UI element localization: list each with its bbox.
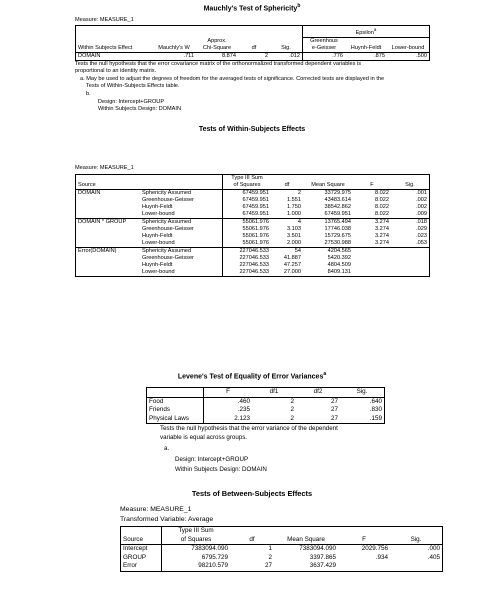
mauchly-title-sup: b bbox=[297, 3, 301, 9]
within-cell: 4 bbox=[297, 219, 301, 225]
within-cell: Greenhouse-Geisser bbox=[142, 255, 194, 261]
within-cell: 8.022 bbox=[375, 197, 389, 203]
mauchly-hdr: Huynh-Feldt bbox=[345, 45, 387, 53]
within-cell: 54 bbox=[294, 248, 301, 254]
mauchly-note: proportional to an identity matrix. bbox=[75, 68, 157, 74]
levene-cell: 27 bbox=[330, 397, 338, 405]
table-row bbox=[76, 240, 430, 248]
within-cell bbox=[391, 262, 430, 269]
levene-cell: 2 bbox=[290, 397, 294, 405]
within-source: Error(DOMAIN) bbox=[76, 248, 141, 256]
levene-footnote-a: a. bbox=[164, 445, 170, 452]
levene-design: Within Subjects Design: DOMAIN bbox=[175, 466, 267, 473]
mauchly-title-text: Mauchly's Test of Sphericity bbox=[203, 5, 298, 13]
within-hdr-top: Type III Sum bbox=[223, 175, 272, 183]
mauchly-table bbox=[75, 25, 430, 61]
mauchly-footnote-a: Tests of Within-Subjects Effects table. bbox=[86, 83, 180, 89]
between-cell bbox=[390, 562, 443, 571]
within-cell: Sphericity Assumed bbox=[142, 248, 192, 254]
levene-cell: Friends bbox=[147, 406, 204, 415]
within-cell: 15729.675 bbox=[324, 233, 351, 239]
between-cell: 98210.579 bbox=[162, 562, 231, 571]
within-cell: 4204.565 bbox=[327, 248, 351, 254]
within-hdr: Source bbox=[76, 182, 141, 190]
between-cell: 3637.429 bbox=[274, 562, 338, 571]
within-cell: .009 bbox=[391, 211, 430, 219]
within-cell: 227046.533 bbox=[223, 255, 272, 262]
levene-cell: 27 bbox=[296, 415, 340, 424]
within-cell: Huynh-Feldt bbox=[142, 262, 173, 268]
between-cell: 6795.729 bbox=[162, 554, 231, 563]
table-row bbox=[76, 248, 430, 256]
within-cell: Lower-bound bbox=[140, 269, 223, 277]
mauchly-cell: .875 bbox=[345, 52, 387, 60]
within-cell: 227046.533 bbox=[223, 262, 272, 269]
mauchly-hdr: e-Geisser bbox=[303, 45, 346, 53]
within-cell bbox=[353, 255, 391, 262]
within-cell: 43483.614 bbox=[324, 197, 351, 203]
within-cell: 227046.533 bbox=[223, 248, 272, 256]
within-cell: Greenhouse-Geisser bbox=[142, 197, 194, 203]
within-cell bbox=[353, 248, 391, 256]
between-hdr: Mean Square bbox=[274, 536, 338, 545]
levene-hdr: Sig. bbox=[340, 388, 385, 398]
within-hdr: Sig. bbox=[391, 182, 430, 190]
between-cell: 7383094.090 bbox=[162, 545, 231, 554]
levene-cell: .235 bbox=[204, 406, 253, 415]
mauchly-hdr: Mauchly's W bbox=[152, 45, 196, 53]
levene-hdr bbox=[147, 388, 204, 398]
within-cell: Sphericity Assumed bbox=[142, 219, 192, 225]
levene-cell: .830 bbox=[340, 406, 385, 415]
within-cell: 67459.951 bbox=[303, 211, 353, 219]
within-cell: .018 bbox=[391, 219, 430, 227]
mauchly-measure: Measure: MEASURE_1 bbox=[75, 17, 134, 23]
within-cell: 67459.951 bbox=[223, 190, 272, 198]
mauchly-design: Within Subjects Design: DOMAIN bbox=[98, 106, 181, 112]
mauchly-cell: .500 bbox=[387, 52, 430, 60]
within-cell: Huynh-Feldt bbox=[142, 204, 173, 210]
mauchly-title bbox=[0, 3, 504, 12]
mauchly-hdr: df bbox=[238, 45, 270, 53]
table-row bbox=[76, 211, 430, 219]
within-cell: 8409.131 bbox=[303, 269, 353, 277]
within-cell: Sphericity Assumed bbox=[142, 190, 192, 196]
within-cell: 3.103 bbox=[287, 226, 301, 232]
within-cell: .023 bbox=[391, 233, 430, 240]
between-cell: 7383094.090 bbox=[299, 545, 336, 552]
table-row bbox=[76, 219, 430, 227]
levene-note: variable is equal across groups. bbox=[160, 434, 248, 441]
between-transformed: Transformed Variable: Average bbox=[120, 516, 214, 523]
mauchly-footnote-b: b. bbox=[86, 91, 91, 97]
within-cell: 55061.976 bbox=[223, 219, 272, 227]
between-cell bbox=[338, 562, 390, 571]
levene-cell: .159 bbox=[340, 415, 385, 424]
levene-table bbox=[146, 387, 385, 424]
levene-cell: 2.123 bbox=[204, 415, 253, 424]
mauchly-cell: DOMAIN bbox=[76, 52, 153, 60]
levene-design: Design: Intercept+GROUP bbox=[175, 456, 249, 463]
levene-cell: .640 bbox=[340, 397, 385, 406]
levene-title bbox=[0, 371, 504, 380]
within-hdr: of Squares bbox=[223, 182, 272, 190]
between-cell: 3397.865 bbox=[309, 553, 336, 561]
table-row bbox=[147, 415, 385, 424]
between-hdr: df bbox=[230, 536, 274, 545]
between-cell: GROUP bbox=[121, 554, 162, 563]
levene-cell: 2 bbox=[290, 406, 294, 413]
within-title: Tests of Within-Subjects Effects bbox=[198, 126, 306, 133]
within-cell: 2 bbox=[297, 190, 301, 196]
within-table bbox=[75, 174, 430, 277]
mauchly-cell: .012 bbox=[270, 52, 303, 60]
between-cell: 1 bbox=[268, 545, 272, 552]
between-cell: .000 bbox=[390, 545, 443, 554]
levene-title-sup: a bbox=[323, 371, 327, 377]
mauchly-design: Design: Intercept+GROUP bbox=[98, 99, 165, 105]
table-row bbox=[147, 397, 385, 406]
within-cell: .002 bbox=[391, 204, 430, 211]
within-cell: 55061.976 bbox=[223, 240, 272, 248]
within-cell bbox=[353, 269, 391, 277]
table-row bbox=[76, 226, 430, 233]
mauchly-cell: .776 bbox=[303, 52, 346, 60]
mauchly-hdr-top: Greenhous bbox=[310, 37, 338, 44]
levene-hdr: F bbox=[204, 388, 253, 398]
between-table bbox=[120, 526, 443, 572]
within-cell: 3.501 bbox=[287, 233, 301, 239]
mauchly-footnote-a: a. May be used to adjust the degrees of freedom for the averaged tests of significance. Corrected tests are displayed in the bbox=[80, 76, 385, 82]
between-cell: 2 bbox=[268, 553, 272, 561]
mauchly-cell: .711 bbox=[152, 52, 196, 60]
within-cell: 55061.976 bbox=[223, 226, 272, 233]
within-cell: Greenhouse-Geisser bbox=[142, 226, 194, 232]
within-cell: 3.274 bbox=[375, 233, 389, 239]
table-row bbox=[76, 255, 430, 262]
within-cell: 1.551 bbox=[287, 197, 301, 203]
between-hdr: Source bbox=[121, 536, 162, 545]
within-cell: 1.750 bbox=[287, 204, 301, 210]
within-cell bbox=[391, 269, 430, 277]
between-cell: Error bbox=[121, 562, 162, 571]
within-cell bbox=[353, 262, 391, 269]
mauchly-hdr: Sig. bbox=[270, 45, 303, 53]
between-cell: Intercept bbox=[121, 545, 162, 554]
within-cell: 41.887 bbox=[283, 255, 301, 261]
within-source: DOMAIN * GROUP bbox=[76, 219, 141, 227]
table-row bbox=[76, 269, 430, 277]
within-cell: 8.022 bbox=[375, 190, 389, 196]
within-cell: .029 bbox=[391, 226, 430, 233]
within-cell: 5420.392 bbox=[327, 255, 351, 261]
levene-cell: Physical Laws bbox=[147, 415, 204, 424]
within-cell: .053 bbox=[391, 240, 430, 248]
within-cell: 27530.988 bbox=[303, 240, 353, 248]
within-cell: 3.274 bbox=[375, 219, 389, 225]
within-cell bbox=[391, 248, 430, 256]
between-title: Tests of Between-Subjects Effects bbox=[191, 489, 313, 498]
within-cell: 13765.494 bbox=[324, 219, 351, 225]
levene-cell: 2 bbox=[252, 415, 296, 424]
within-cell: 3.274 bbox=[353, 240, 391, 248]
table-row bbox=[76, 262, 430, 269]
within-source: DOMAIN bbox=[76, 190, 141, 198]
between-cell: 27 bbox=[230, 562, 274, 571]
within-cell: .002 bbox=[391, 197, 430, 204]
within-measure: Measure: MEASURE_1 bbox=[75, 165, 134, 171]
mauchly-cell: 2 bbox=[238, 52, 270, 60]
mauchly-cell: 8.874 bbox=[196, 52, 238, 60]
table-row bbox=[76, 204, 430, 211]
between-hdr: of Squares bbox=[162, 536, 231, 545]
epsilon-header bbox=[303, 26, 430, 38]
levene-hdr: df2 bbox=[296, 388, 340, 398]
within-cell: 33729.975 bbox=[324, 190, 351, 196]
mauchly-hdr: Lower-bound bbox=[387, 45, 430, 53]
within-cell: 67459.951 bbox=[223, 197, 272, 204]
between-cell: 2029.756 bbox=[361, 545, 388, 552]
between-hdr: Sig. bbox=[390, 536, 443, 545]
within-cell: 8.022 bbox=[353, 211, 391, 219]
within-cell: .001 bbox=[391, 190, 430, 198]
within-cell: 67459.951 bbox=[223, 204, 272, 211]
within-cell: 2.000 bbox=[271, 240, 303, 248]
levene-title-text: Levene's Test of Equality of Error Variances bbox=[177, 373, 324, 381]
levene-cell: 27 bbox=[330, 406, 338, 413]
within-cell: Lower-bound bbox=[140, 211, 223, 219]
levene-hdr: df1 bbox=[252, 388, 296, 398]
within-cell: Huynh-Feldt bbox=[142, 233, 173, 239]
epsilon-sup: a bbox=[373, 27, 377, 32]
within-cell: 27.000 bbox=[271, 269, 303, 277]
levene-cell: Food bbox=[147, 397, 204, 406]
between-hdr: F bbox=[338, 536, 390, 545]
within-cell: Lower-bound bbox=[140, 240, 223, 248]
between-hdr-top: Type III Sum bbox=[162, 527, 231, 536]
within-cell: 38542.862 bbox=[324, 204, 351, 210]
within-cell: 8.022 bbox=[375, 204, 389, 210]
within-cell: 4804.509 bbox=[327, 262, 351, 268]
within-cell: 3.274 bbox=[375, 226, 389, 232]
table-row bbox=[121, 545, 443, 554]
levene-cell: .460 bbox=[204, 397, 253, 406]
within-cell: 17746.038 bbox=[324, 226, 351, 232]
within-cell: 55061.976 bbox=[223, 233, 272, 240]
mauchly-hdr-top: Approx. bbox=[207, 37, 227, 44]
within-hdr: F bbox=[353, 182, 391, 190]
within-hdr: df bbox=[271, 182, 303, 190]
between-measure: Measure: MEASURE_1 bbox=[120, 506, 192, 513]
mauchly-note: Tests the null hypothesis that the error covariance matrix of the orthonormalized transformed dependent variables is bbox=[75, 61, 362, 67]
table-row bbox=[121, 562, 443, 571]
epsilon-label: Epsilon bbox=[355, 29, 374, 36]
mauchly-hdr: Within Subjects Effect bbox=[76, 45, 153, 53]
table-row bbox=[76, 233, 430, 240]
table-row bbox=[147, 406, 385, 415]
between-cell: .405 bbox=[390, 554, 443, 563]
levene-note: Tests the null hypothesis that the error variance of the dependent bbox=[160, 425, 338, 432]
table-row bbox=[76, 190, 430, 198]
table-row bbox=[76, 52, 430, 60]
between-cell: .934 bbox=[375, 553, 388, 561]
table-row bbox=[76, 197, 430, 204]
within-cell: 227046.533 bbox=[223, 269, 272, 277]
within-cell: 1.000 bbox=[271, 211, 303, 219]
mauchly-hdr: Chi-Square bbox=[196, 45, 238, 53]
within-hdr: Mean Square bbox=[303, 182, 353, 190]
within-cell: 47.257 bbox=[283, 262, 301, 268]
within-cell bbox=[391, 255, 430, 262]
within-cell: 67459.951 bbox=[223, 211, 272, 219]
table-row bbox=[121, 554, 443, 563]
